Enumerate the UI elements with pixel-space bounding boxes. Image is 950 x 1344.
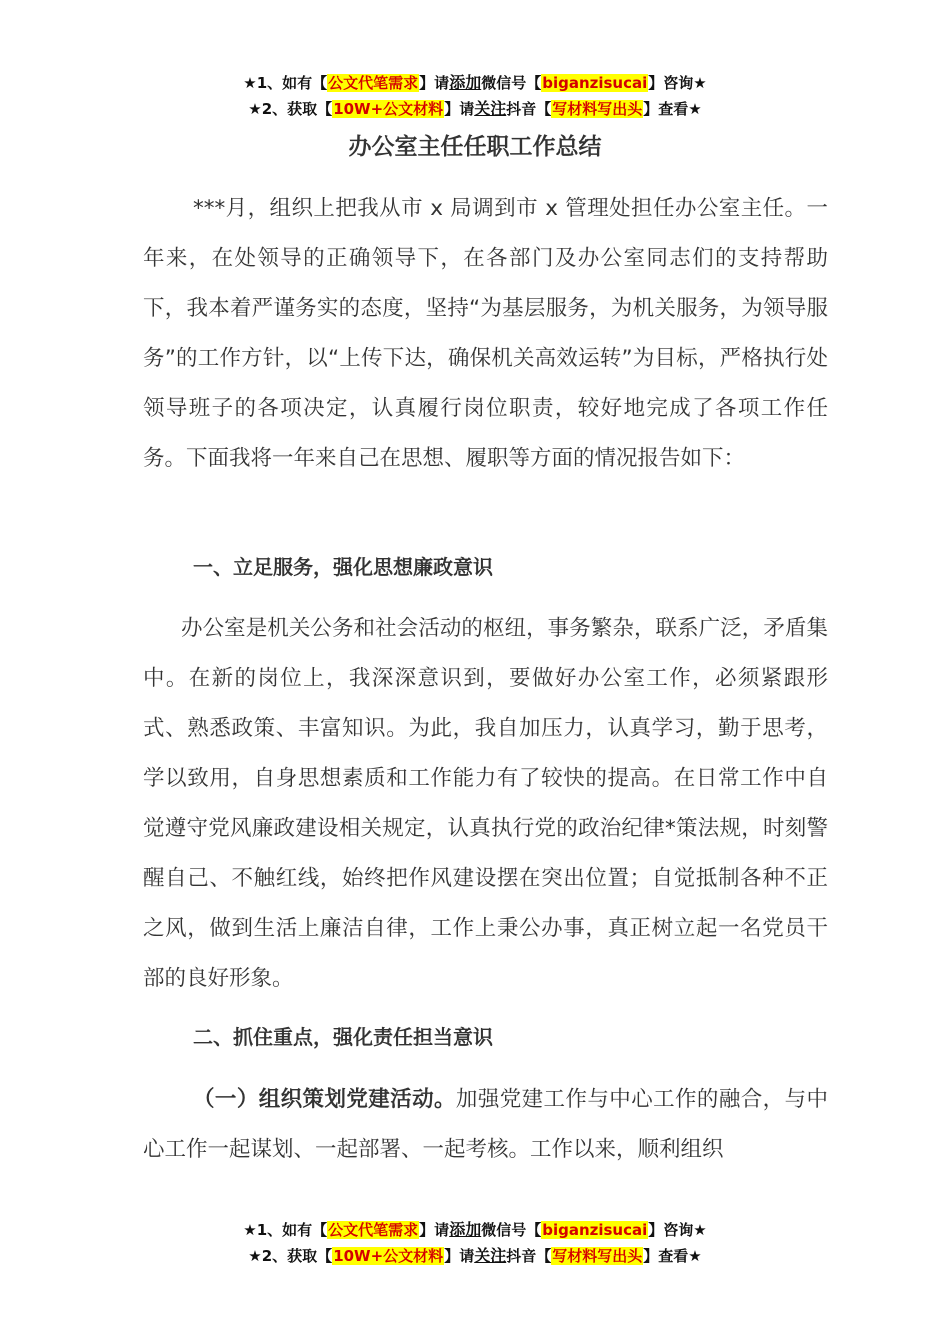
paragraph-intro: ***月，组织上把我从市 x 局调到市 x 管理处担任办公室主任。一年来，在处领导的正确领导下，在各部门及办公室同志们的支持帮助下，我本着严谨务实的态度，坚持“为基层服务，为机关服务，为领导服务”的工作方针，以“上传下达，确保机关高效运转”为目标，严格执行处领导班子的各项决定，认真履行岗位职责，较好地完成了各项工作任务。下面我将一年来自己在思想、履职等方面的情况报告如下： [143, 196, 828, 471]
highlight-wechat-id: biganzisucai [542, 1221, 648, 1239]
bottom-promo-banner [0, 1217, 950, 1269]
paragraph-section-1: 办公室是机关公务和社会活动的枢纽，事务繁杂，联系广泛，矛盾集中。在新的岗位上，我深深意识到，要做好办公室工作，必须紧跟形式、熟悉政策、丰富知识。为此，我自加压力，认真学习，勤于思考，学以致用，自身思想素质和工作能力有了较快的提高。在日常工作中自觉遵守党风廉政建设相关规定，认真执行党的政治纪律*策法规，时刻警醒自己、不触红线，始终把作风建设摆在突出位置；自觉抵制各种不正之风，做到生活上廉洁自律，工作上秉公办事，真正树立起一名党员干部的良好形象。 [143, 616, 828, 991]
paragraph-section-2-item-1 [143, 1075, 828, 1175]
highlight-service: 公文代笔需求 [328, 1221, 419, 1239]
highlight-douyin-id: 写材料写出头 [552, 1247, 643, 1265]
subheading-lead: （一）组织策划党建活动。 [193, 1087, 456, 1112]
promo-line-2: ★2、获取【10W+公文材料】请关注抖音【写材料写出头】查看★ [248, 1246, 702, 1265]
document-title: 办公室主任任职工作总结 [348, 134, 602, 160]
section-heading-1: 一、立足服务，强化思想廉政意识 [193, 555, 493, 579]
highlight-service: 公文代笔需求 [328, 74, 419, 92]
highlight-douyin-id: 写材料写出头 [552, 100, 643, 118]
promo-line-1: ★1、如有【公文代笔需求】请添加微信号【biganzisucai】咨询★ [243, 73, 707, 92]
highlight-materials: 10W+公文材料 [333, 100, 444, 118]
promo-line-1: ★1、如有【公文代笔需求】请添加微信号【biganzisucai】咨询★ [243, 1220, 707, 1239]
section-heading-2: 二、抓住重点，强化责任担当意识 [193, 1025, 493, 1049]
top-promo-banner [0, 70, 950, 122]
highlight-wechat-id: biganzisucai [542, 74, 648, 92]
highlight-materials: 10W+公文材料 [333, 1247, 444, 1265]
paragraph-body: 加强党建工作与中心工作的融合，与中心工作一起谋划、一起部署、一起考核。工作以来，顺利组织 [143, 1087, 828, 1162]
promo-line-2: ★2、获取【10W+公文材料】请关注抖音【写材料写出头】查看★ [248, 99, 702, 118]
